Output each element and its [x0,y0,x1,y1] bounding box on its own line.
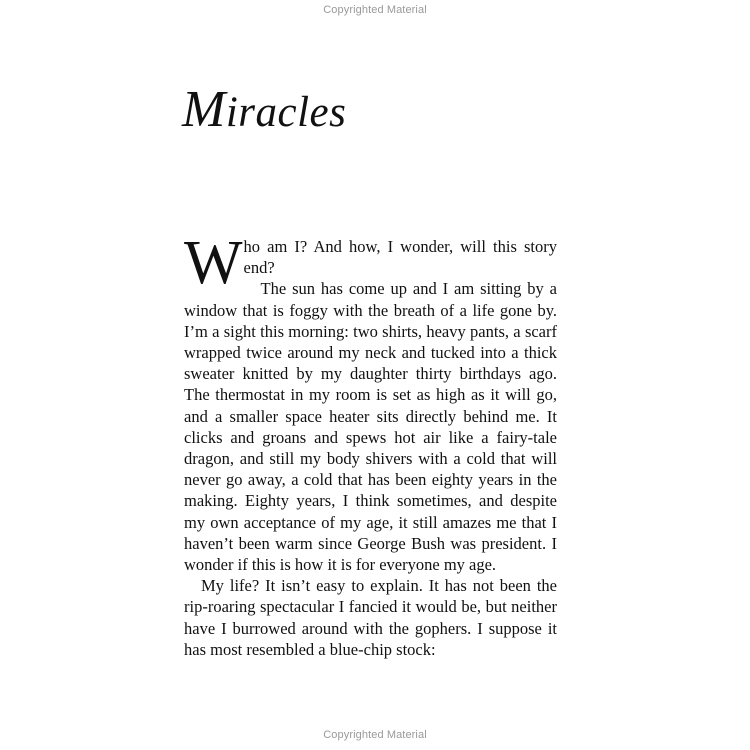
chapter-title-initial: M [182,81,226,138]
paragraph-1 [184,229,557,297]
paragraph-2: The sun has come up and I am sitting by a window that is foggy with the breath of a life gone by. I’m a sight this morning: two shirts, heavy pants, a scarf wrapped twice around my neck and tucked into a thick sweater knitted by my daughter thirty birthdays ago. The thermostat in my room is set as high as it will go, and a smaller space heater sits directly behind me. It clicks and groans and spews hot air like a fairy-tale dragon, and still my body shivers with a cold that will never go away, a cold that has been eighty years in the making. Eighty years, I think sometimes, and despite my own acceptance of my age, it still amazes me that I haven’t been warm since George Bush was president. I wonder if this is how it is for everyone my age. [184,279,557,575]
chapter-title-rest: iracles [225,89,347,136]
paragraph-3: My life? It isn’t easy to explain. It has not been the rip-roaring spectacular I fancied it would be, but neither have I burrowed around with the gophers. I suppose it has most resembled a blue-chip stock: [184,576,557,659]
chapter-title [182,80,346,143]
copyright-watermark-bottom: Copyrighted Material [323,729,427,741]
drop-cap: W [184,229,243,297]
paragraph-1-text: ho am I? And how, I wonder, will this story end? [243,237,557,278]
copyright-watermark-top: Copyrighted Material [323,4,427,16]
body-text [184,229,557,660]
